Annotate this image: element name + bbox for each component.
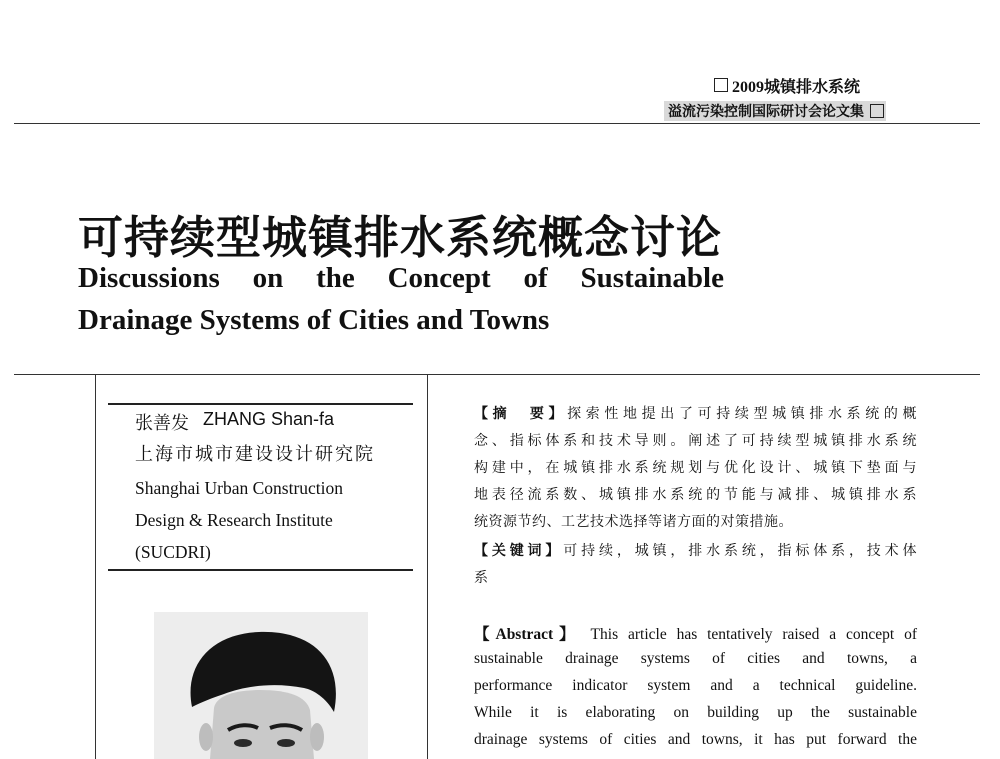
paper-title-english-line2: Drainage Systems of Cities and Towns (78, 304, 550, 336)
author-institution-en-line1: Shanghai Urban Construction (135, 478, 344, 498)
body-divider (14, 374, 980, 375)
abstract-en-line-5: drainage systems of cities and towns, it has put forward the (474, 731, 917, 748)
author-name-cn: 张善发 (135, 413, 189, 433)
abstract-cn-line-1 (474, 403, 917, 423)
abstract-cn-line-4: 地表径流系数、城镇排水系统的节能与减排、城镇排水系 (474, 487, 917, 503)
author-rule-bottom (108, 569, 413, 571)
paper-title-english-line1: Discussions on the Concept of Sustainable (78, 262, 724, 294)
paper-title-chinese: 可持续型城镇排水系统概念讨论 (78, 211, 723, 264)
header-divider (14, 123, 980, 124)
column-rule-right (427, 375, 428, 759)
author-name (135, 409, 334, 435)
abstract-cn-label: 【摘 要】 (474, 406, 568, 422)
abstract-cn-line-3: 构建中，在城镇排水系统规划与优化设计、城镇下垫面与 (474, 460, 917, 476)
author-rule-top (108, 403, 413, 405)
abstract-cn-line-5: 统资源节约、工艺技术选择等诸方面的对策措施。 (474, 514, 793, 530)
author-photo (154, 612, 368, 759)
abstract-en-line-3: performance indicator system and a technical guideline. (474, 677, 917, 694)
abstract-en-line-2: sustainable drainage systems of cities and towns, a (474, 650, 917, 667)
checkbox-square-icon (870, 104, 884, 118)
abstract-en-text: This article has tentatively raised a concept of (590, 626, 917, 643)
author-institution-cn: 上海市城市建设设计研究院 (135, 444, 375, 465)
running-header-subtitle (664, 101, 886, 121)
author-portrait-illustration (154, 612, 368, 759)
running-header-line2: 溢流污染控制国际研讨会论文集 (668, 105, 864, 120)
abstract-cn-text: 探索性地提出了可持续型城镇排水系统的概 (567, 406, 918, 422)
abstract-en-line-4: While it is elaborating on building up the sustainable (474, 704, 917, 721)
author-name-en: ZHANG Shan-fa (203, 409, 335, 429)
author-institution-en-line2: Design & Research Institute (135, 510, 333, 530)
column-rule-left (95, 375, 96, 759)
keywords-cn-line-1 (474, 540, 917, 560)
keywords-cn-label: 【关键词】 (474, 543, 564, 559)
author-institution-abbr: (SUCDRI) (135, 542, 211, 562)
running-header-line1: 2009城镇排水系统 (732, 78, 861, 96)
checkbox-square-icon (714, 78, 728, 92)
running-header-title (714, 74, 860, 96)
abstract-cn-line-2: 念、指标体系和技术导则。阐述了可持续型城镇排水系统 (474, 433, 917, 449)
keywords-cn-text: 可持续，城镇，排水系统，指标体系，技术体 (563, 543, 918, 559)
keywords-cn-line-2: 系 (474, 570, 489, 586)
abstract-en-line-1 (474, 622, 917, 644)
abstract-en-label: 【Abstract】 (474, 626, 581, 643)
